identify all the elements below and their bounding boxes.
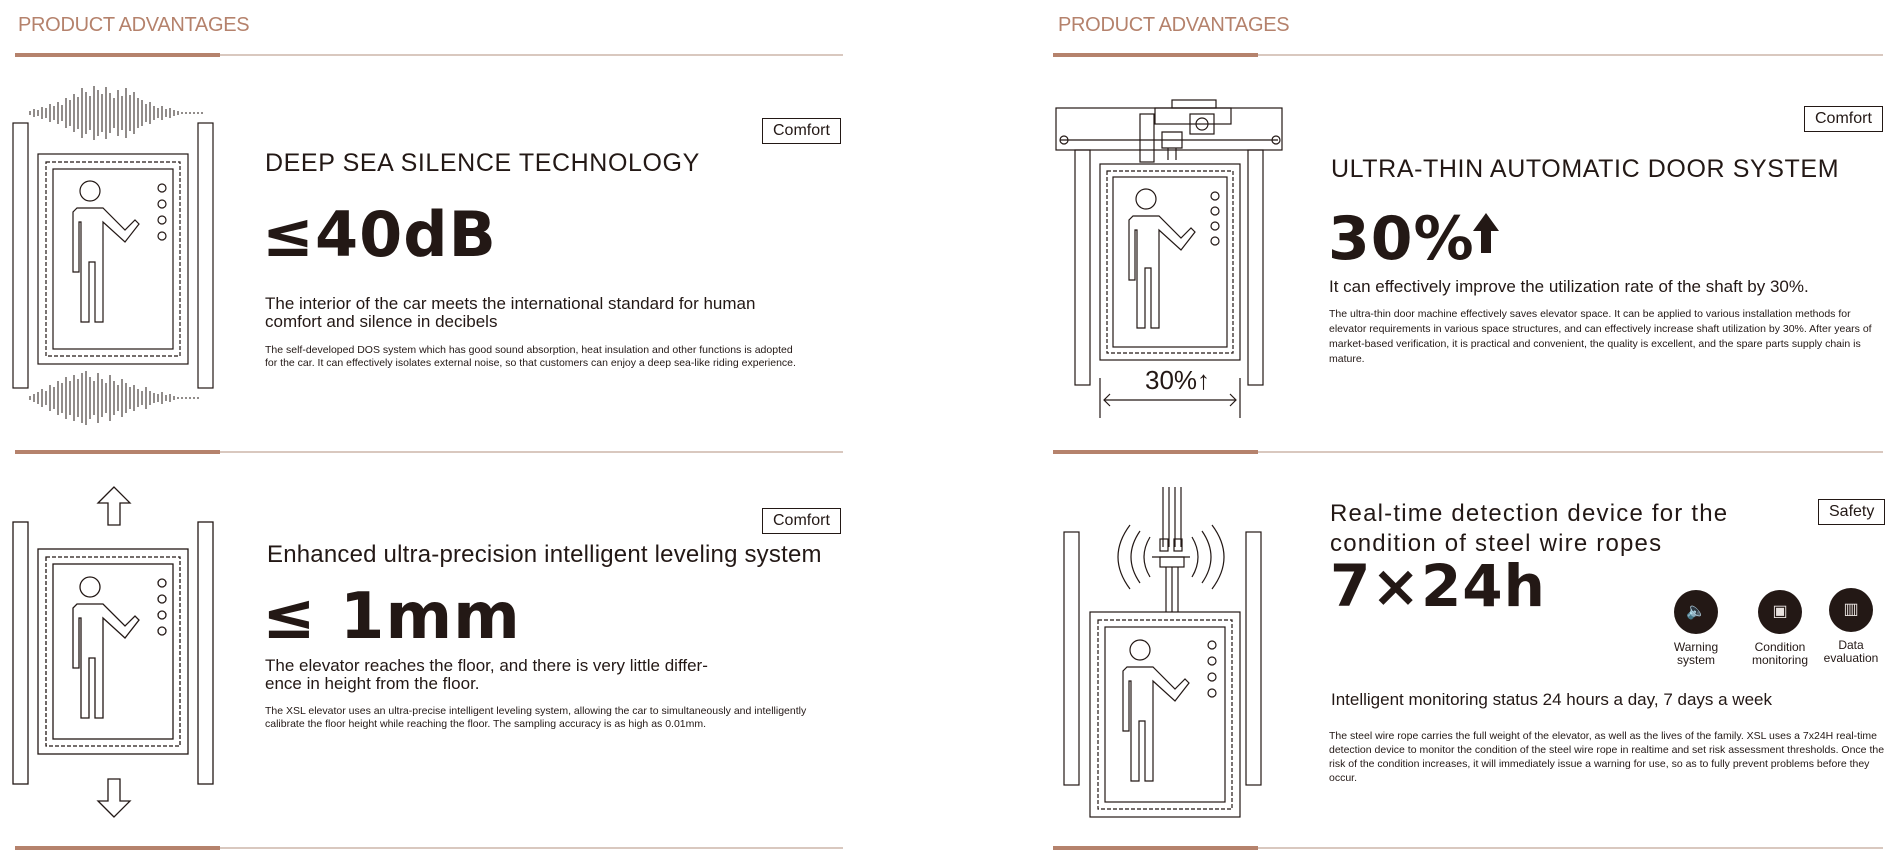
- subtitle-silence: The interior of the car meets the international standard for human comfort and silence in decibels: [265, 294, 756, 331]
- big-value-door: 30%: [1328, 204, 1475, 274]
- headline-leveling: Enhanced ultra-precision intelligent leveling system: [267, 541, 822, 568]
- divider-bottom-left: [15, 847, 843, 849]
- sound-wave-bottom: [30, 371, 198, 425]
- subtitle-door: It can effectively improve the utilization rate of the shaft by 30%.: [1329, 277, 1809, 296]
- headline-door: ULTRA-THIN AUTOMATIC DOOR SYSTEM: [1331, 155, 1840, 183]
- section-title-left: PRODUCT ADVANTAGES: [18, 14, 250, 36]
- data-icon: ▥: [1843, 601, 1859, 618]
- headline-rope-line2: condition of steel wire ropes: [1330, 530, 1663, 557]
- monitor-icon: ▣: [1772, 603, 1788, 620]
- badge-comfort-2: Comfort: [762, 508, 841, 534]
- subtitle-rope: Intelligent monitoring status 24 hours a day, 7 days a week: [1331, 690, 1772, 709]
- body-leveling: The XSL elevator uses an ultra-precise intelligent leveling system, allowing the car to simultaneously and intelligently calibrate the floor height while reaching the floor. The sampling accuracy is as high as 0.01mm.: [265, 705, 807, 730]
- divider-mid-left: [15, 451, 843, 453]
- badge-safety: Safety: [1818, 499, 1885, 525]
- big-value-leveling: ≤ 1mm: [262, 580, 521, 654]
- headline-rope-line1: Real-time detection device for the: [1330, 500, 1729, 527]
- body-door: The ultra-thin door machine effectively saves elevator space. It can be applied to various installation methods for elevator requirements in various space structures, and can effectively increase shaft utilization by 30%. After years of market-based verification, it is practical and convenient, the quality is excellent, and the spare parts supply chain is mature.: [1329, 308, 1872, 365]
- body-rope: The steel wire rope carries the full weight of the elevator, as well as the lives of the family. XSL uses a 7x24H real-time detection device to monitor the condition of the steel wire rope in realtime and set risk assessment thresholds. Once the risk of the condition increases, it will immediately issue a warning for use, so as to fully prevent problems before they occur.: [1329, 730, 1885, 784]
- signal-waves-left: [1118, 525, 1150, 589]
- warning-system-label: Warning system: [1673, 640, 1719, 667]
- sound-wave-top: [30, 86, 202, 140]
- elevator-silence-illustration: [10, 78, 225, 428]
- signal-waves-right: [1192, 525, 1224, 589]
- divider-bottom-right: [1053, 847, 1883, 849]
- subtitle-leveling: The elevator reaches the floor, and there is very little differ-ence in height from the floor.: [265, 656, 708, 693]
- body-silence: The self-developed DOS system which has good sound absorption, heat insulation and other functions is adopted for the car. It can effectively isolates external noise, so that customers can enjoy a deep sea-like riding experience.: [265, 344, 796, 369]
- badge-comfort-1: Comfort: [762, 118, 841, 144]
- arrow-down-icon: [98, 779, 130, 817]
- data-evaluation-icon: [1829, 588, 1873, 632]
- elevator-leveling-illustration: [10, 487, 225, 827]
- door-diagram-label: 30%↑: [1145, 365, 1211, 395]
- wire-rope-illustration: [1060, 487, 1280, 827]
- arrow-up-filled-icon: [1473, 213, 1499, 253]
- condition-monitoring-label: Condition monitoring: [1751, 640, 1809, 667]
- divider-top-left: [15, 54, 843, 56]
- data-evaluation-label: Data evaluation: [1823, 638, 1879, 665]
- headline-silence: DEEP SEA SILENCE TECHNOLOGY: [265, 149, 700, 177]
- speaker-icon: 🔈: [1686, 603, 1706, 620]
- big-value-rope: 7×24h: [1330, 552, 1546, 620]
- divider-top-right: [1053, 54, 1883, 56]
- big-value-silence: ≤40dB: [262, 198, 497, 271]
- badge-comfort-3: Comfort: [1804, 106, 1883, 132]
- elevator-car: [13, 123, 213, 388]
- divider-mid-right: [1053, 451, 1883, 453]
- warning-system-icon: [1674, 590, 1718, 634]
- arrow-up-icon: [98, 487, 130, 525]
- condition-monitoring-icon: [1758, 590, 1802, 634]
- section-title-right: PRODUCT ADVANTAGES: [1058, 14, 1290, 36]
